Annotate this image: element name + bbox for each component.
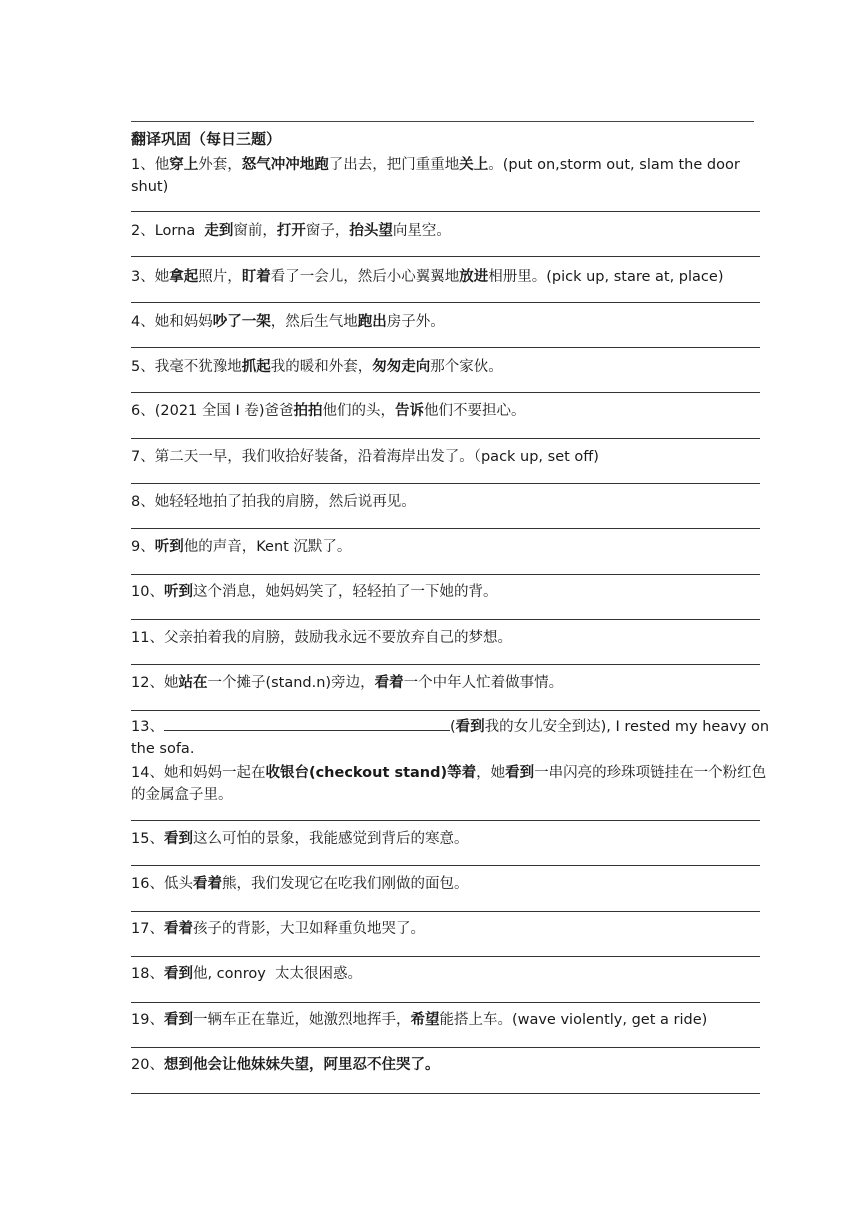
question-17: 17、看着孩子的背影，大卫如释重负地哭了。: [131, 921, 425, 937]
question-8: 8、她轻轻地拍了拍我的肩膀，然后说再见。: [131, 494, 416, 510]
answer-line-10[interactable]: [131, 619, 760, 620]
worksheet-title: 翻译巩固（每日三题）: [131, 130, 282, 148]
question-4: 4、她和妈妈吵了一架，然后生气地跑出房子外。: [131, 314, 445, 330]
question-18: 18、看到他, conroy 太太很困惑。: [131, 966, 363, 982]
question-2: 2、Lorna 走到窗前，打开窗子，抬头望向星空。: [131, 223, 451, 239]
question-11: 11、父亲拍着我的肩膀，鼓励我永远不要放弃自己的梦想。: [131, 630, 512, 646]
question-16: 16、低头看着熊，我们发现它在吃我们刚做的面包。: [131, 876, 469, 892]
answer-line-15[interactable]: [131, 865, 760, 866]
question-10: 10、听到这个消息，她妈妈笑了，轻轻拍了一下她的背。: [131, 584, 498, 600]
answer-line-12[interactable]: [131, 710, 760, 711]
question-20: 20、想到他会让他妹妹失望，阿里忍不住哭了。: [131, 1057, 440, 1073]
question-13: 13、 (看到我的女儿安全到达), I rested my heavy on the sofa.: [131, 716, 771, 760]
answer-line-1[interactable]: [131, 211, 760, 212]
question-1: 1、他穿上外套，怒气冲冲地跑了出去，把门重重地关上。(put on,storm out, slam the door shut): [131, 157, 740, 195]
question-5: 5、我毫不犹豫地抓起我的暖和外套，匆匆走向那个家伙。: [131, 359, 503, 375]
answer-line-17[interactable]: [131, 956, 760, 957]
answer-line-18[interactable]: [131, 1002, 760, 1003]
question-9: 9、听到他的声音，Kent 沉默了。: [131, 539, 352, 555]
question-6: 6、(2021 全国 I 卷)爸爸拍拍他们的头，告诉他们不要担心。: [131, 403, 526, 419]
answer-line-7[interactable]: [131, 483, 760, 484]
answer-line-8[interactable]: [131, 528, 760, 529]
top-divider: [131, 121, 754, 122]
question-3: 3、她拿起照片，盯着看了一会儿，然后小心翼翼地放进相册里。(pick up, stare at, place): [131, 269, 724, 285]
answer-line-16[interactable]: [131, 911, 760, 912]
answer-line-2[interactable]: [131, 256, 760, 257]
question-14: 14、她和妈妈一起在收银台(checkout stand)等着，她看到一串闪亮的珍珠项链挂在一个粉红色的金属盒子里。: [131, 765, 767, 803]
answer-line-11[interactable]: [131, 664, 760, 665]
answer-line-9[interactable]: [131, 574, 760, 575]
fill-in-blank[interactable]: [164, 716, 450, 731]
answer-line-5[interactable]: [131, 392, 760, 393]
question-15: 15、看到这么可怕的景象，我能感觉到背后的寒意。: [131, 831, 469, 847]
answer-line-4[interactable]: [131, 347, 760, 348]
question-12: 12、她站在一个摊子(stand.n)旁边，看着一个中年人忙着做事情。: [131, 675, 564, 691]
question-19: 19、看到一辆车正在靠近，她激烈地挥手，希望能搭上车。(wave violently, get a ride): [131, 1012, 708, 1028]
answer-line-19[interactable]: [131, 1047, 760, 1048]
answer-line-14[interactable]: [131, 820, 760, 821]
answer-line-20[interactable]: [131, 1093, 760, 1094]
question-7: 7、第二天一早，我们收拾好装备，沿着海岸出发了。（pack up, set off): [131, 449, 599, 465]
answer-line-3[interactable]: [131, 302, 760, 303]
answer-line-6[interactable]: [131, 438, 760, 439]
